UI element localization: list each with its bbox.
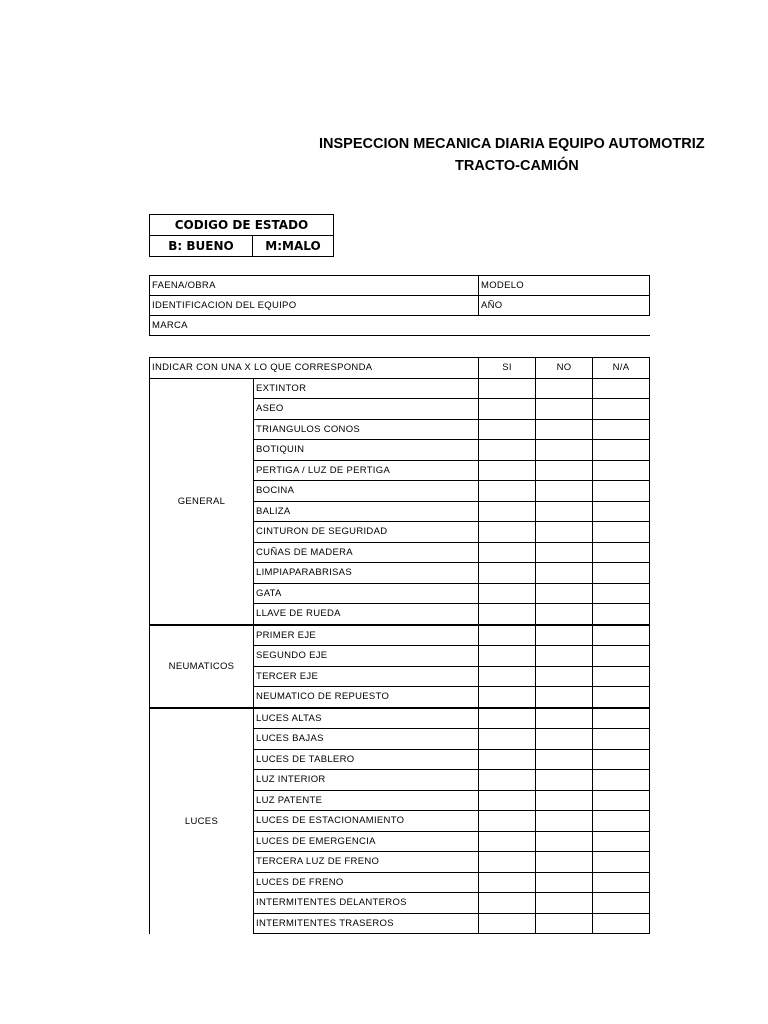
- checklist-item-label: LUCES DE TABLERO: [254, 749, 479, 770]
- checkbox-cell-si[interactable]: [479, 522, 536, 543]
- checkbox-cell-no[interactable]: [536, 542, 593, 563]
- checklist-row: [150, 625, 650, 646]
- checklist-item-label: TERCER EJE: [254, 666, 479, 687]
- checkbox-cell-no[interactable]: [536, 460, 593, 481]
- checklist-item-label: LUCES DE EMERGENCIA: [254, 831, 479, 852]
- checklist-item-label: LUCES DE ESTACIONAMIENTO: [254, 811, 479, 832]
- checkbox-cell-na[interactable]: [593, 790, 650, 811]
- checklist-item-label: SEGUNDO EJE: [254, 646, 479, 667]
- checkbox-cell-no[interactable]: [536, 770, 593, 791]
- checkbox-cell-si[interactable]: [479, 872, 536, 893]
- checkbox-cell-si[interactable]: [479, 811, 536, 832]
- checkbox-cell-no[interactable]: [536, 419, 593, 440]
- faena-field[interactable]: FAENA/OBRA: [150, 276, 479, 296]
- checklist-item-label: TRIANGULOS CONOS: [254, 419, 479, 440]
- checkbox-cell-na[interactable]: [593, 913, 650, 934]
- checkbox-cell-si[interactable]: [479, 770, 536, 791]
- identificacion-field[interactable]: IDENTIFICACION DEL EQUIPO: [150, 296, 479, 316]
- checklist-instruction: INDICAR CON UNA X LO QUE CORRESPONDA: [150, 358, 479, 379]
- checkbox-cell-na[interactable]: [593, 749, 650, 770]
- checklist-item-label: PERTIGA / LUZ DE PERTIGA: [254, 460, 479, 481]
- marca-field[interactable]: MARCA: [150, 316, 650, 336]
- checklist-item-label: LUCES DE FRENO: [254, 872, 479, 893]
- checkbox-cell-na[interactable]: [593, 378, 650, 399]
- checklist-item-label: LUZ PATENTE: [254, 790, 479, 811]
- checkbox-cell-no[interactable]: [536, 604, 593, 625]
- category-label: LUCES: [150, 708, 254, 934]
- checkbox-cell-na[interactable]: [593, 460, 650, 481]
- checklist-item-label: LUCES ALTAS: [254, 708, 479, 729]
- checklist-row: [150, 708, 650, 729]
- form-subtitle: TRACTO-CAMIÓN: [455, 158, 579, 174]
- checklist-item-label: LUCES BAJAS: [254, 729, 479, 750]
- checkbox-cell-no[interactable]: [536, 583, 593, 604]
- checklist-item-label: EXTINTOR: [254, 378, 479, 399]
- checkbox-cell-na[interactable]: [593, 831, 650, 852]
- checkbox-cell-no[interactable]: [536, 646, 593, 667]
- checkbox-cell-na[interactable]: [593, 687, 650, 708]
- checkbox-cell-no[interactable]: [536, 440, 593, 461]
- checkbox-cell-no[interactable]: [536, 687, 593, 708]
- checkbox-cell-na[interactable]: [593, 501, 650, 522]
- checkbox-cell-na[interactable]: [593, 604, 650, 625]
- checkbox-cell-si[interactable]: [479, 749, 536, 770]
- checkbox-cell-no[interactable]: [536, 625, 593, 646]
- checkbox-cell-na[interactable]: [593, 419, 650, 440]
- status-code-bad: M:MALO: [253, 236, 334, 257]
- checkbox-cell-na[interactable]: [593, 852, 650, 873]
- checkbox-cell-si[interactable]: [479, 604, 536, 625]
- checklist-item-label: ASEO: [254, 399, 479, 420]
- checklist-row: [150, 378, 650, 399]
- column-header-na: N/A: [593, 358, 650, 379]
- status-code-legend: [149, 214, 334, 257]
- checkbox-cell-no[interactable]: [536, 811, 593, 832]
- checkbox-cell-si[interactable]: [479, 481, 536, 502]
- inspection-checklist: [149, 357, 650, 934]
- checkbox-cell-na[interactable]: [593, 399, 650, 420]
- checkbox-cell-si[interactable]: [479, 708, 536, 729]
- checkbox-cell-no[interactable]: [536, 749, 593, 770]
- checkbox-cell-na[interactable]: [593, 666, 650, 687]
- checkbox-cell-si[interactable]: [479, 646, 536, 667]
- checkbox-cell-si[interactable]: [479, 729, 536, 750]
- column-header-no: NO: [536, 358, 593, 379]
- checkbox-cell-no[interactable]: [536, 666, 593, 687]
- checkbox-cell-si[interactable]: [479, 831, 536, 852]
- checkbox-cell-no[interactable]: [536, 481, 593, 502]
- checkbox-cell-si[interactable]: [479, 419, 536, 440]
- checklist-item-label: GATA: [254, 583, 479, 604]
- checkbox-cell-na[interactable]: [593, 893, 650, 914]
- checkbox-cell-na[interactable]: [593, 872, 650, 893]
- checklist-item-label: LUZ INTERIOR: [254, 770, 479, 791]
- checklist-item-label: BOCINA: [254, 481, 479, 502]
- status-code-good: B: BUENO: [150, 236, 253, 257]
- checkbox-cell-si[interactable]: [479, 583, 536, 604]
- checkbox-cell-si[interactable]: [479, 440, 536, 461]
- checklist-item-label: TERCERA LUZ DE FRENO: [254, 852, 479, 873]
- checkbox-cell-no[interactable]: [536, 729, 593, 750]
- status-code-header: CODIGO DE ESTADO: [150, 215, 334, 236]
- checkbox-cell-no[interactable]: [536, 831, 593, 852]
- checkbox-cell-no[interactable]: [536, 708, 593, 729]
- checklist-header-row: [150, 358, 650, 379]
- checkbox-cell-si[interactable]: [479, 460, 536, 481]
- checkbox-cell-na[interactable]: [593, 481, 650, 502]
- category-label: GENERAL: [150, 378, 254, 625]
- checkbox-cell-no[interactable]: [536, 563, 593, 584]
- checklist-item-label: INTERMITENTES DELANTEROS: [254, 893, 479, 914]
- checkbox-cell-si[interactable]: [479, 852, 536, 873]
- checkbox-cell-na[interactable]: [593, 729, 650, 750]
- anio-field[interactable]: AÑO: [479, 296, 650, 316]
- modelo-field[interactable]: MODELO: [479, 276, 650, 296]
- checkbox-cell-na[interactable]: [593, 563, 650, 584]
- checkbox-cell-si[interactable]: [479, 687, 536, 708]
- checklist-item-label: LIMPIAPARABRISAS: [254, 563, 479, 584]
- checkbox-cell-si[interactable]: [479, 378, 536, 399]
- checklist-item-label: BALIZA: [254, 501, 479, 522]
- checkbox-cell-si[interactable]: [479, 501, 536, 522]
- checklist-item-label: INTERMITENTES TRASEROS: [254, 913, 479, 934]
- checkbox-cell-si[interactable]: [479, 666, 536, 687]
- checkbox-cell-no[interactable]: [536, 893, 593, 914]
- checkbox-cell-na[interactable]: [593, 625, 650, 646]
- checklist-item-label: LLAVE DE RUEDA: [254, 604, 479, 625]
- checklist-item-label: BOTIQUIN: [254, 440, 479, 461]
- checkbox-cell-si[interactable]: [479, 893, 536, 914]
- checkbox-cell-no[interactable]: [536, 378, 593, 399]
- checkbox-cell-no[interactable]: [536, 790, 593, 811]
- category-label: NEUMATICOS: [150, 625, 254, 708]
- checkbox-cell-na[interactable]: [593, 583, 650, 604]
- checkbox-cell-si[interactable]: [479, 542, 536, 563]
- checkbox-cell-no[interactable]: [536, 913, 593, 934]
- checklist-item-label: CUÑAS DE MADERA: [254, 542, 479, 563]
- checkbox-cell-si[interactable]: [479, 790, 536, 811]
- checkbox-cell-no[interactable]: [536, 872, 593, 893]
- form-title: INSPECCION MECANICA DIARIA EQUIPO AUTOMOTRIZ: [319, 136, 705, 152]
- checkbox-cell-na[interactable]: [593, 522, 650, 543]
- checkbox-cell-na[interactable]: [593, 770, 650, 791]
- checkbox-cell-na[interactable]: [593, 646, 650, 667]
- checklist-item-label: PRIMER EJE: [254, 625, 479, 646]
- checkbox-cell-si[interactable]: [479, 913, 536, 934]
- checkbox-cell-no[interactable]: [536, 852, 593, 873]
- column-header-si: SI: [479, 358, 536, 379]
- checkbox-cell-si[interactable]: [479, 399, 536, 420]
- checkbox-cell-si[interactable]: [479, 625, 536, 646]
- checkbox-cell-na[interactable]: [593, 440, 650, 461]
- checkbox-cell-no[interactable]: [536, 501, 593, 522]
- checkbox-cell-na[interactable]: [593, 708, 650, 729]
- checklist-item-label: NEUMATICO DE REPUESTO: [254, 687, 479, 708]
- checkbox-cell-no[interactable]: [536, 522, 593, 543]
- checkbox-cell-na[interactable]: [593, 811, 650, 832]
- equipment-info-table: [149, 275, 650, 336]
- checkbox-cell-na[interactable]: [593, 542, 650, 563]
- checklist-item-label: CINTURON DE SEGURIDAD: [254, 522, 479, 543]
- checkbox-cell-si[interactable]: [479, 563, 536, 584]
- checkbox-cell-no[interactable]: [536, 399, 593, 420]
